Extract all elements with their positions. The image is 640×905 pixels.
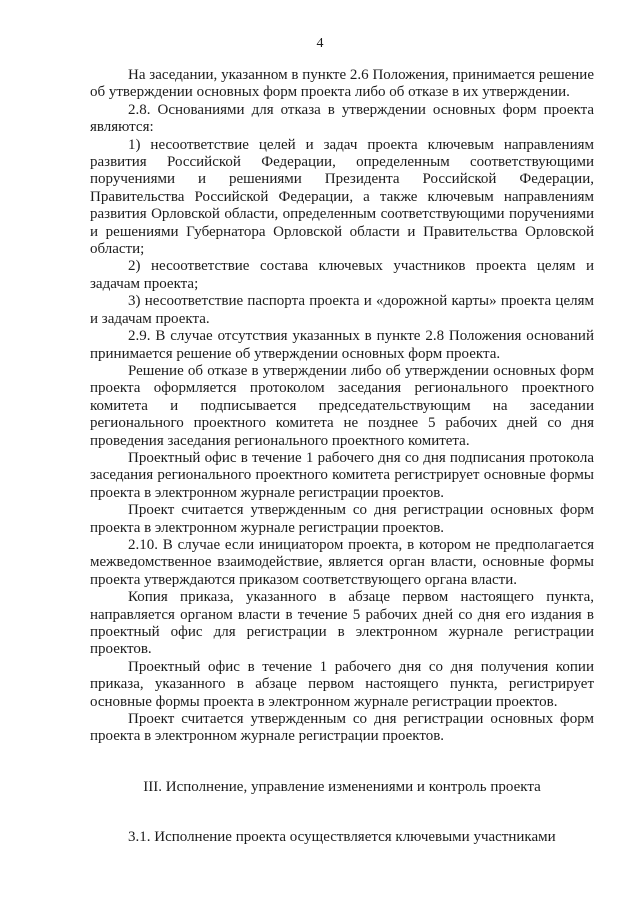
paragraph: Проект считается утвержденным со дня регистрации основных форм проекта в электронном журнале регистрации проектов. [90, 502, 594, 536]
paragraph: 3.1. Исполнение проекта осуществляется ключевыми участниками [128, 829, 556, 846]
paragraph: Решение об отказе в утверждении либо об утверждении основных форм проекта оформляется протоколом заседания регионального проектного комитета и подписывается председательствующим на заседании регионального проектного комитета не позднее 5 рабочих дней со дня проведения заседания регионального проектного комитета. [90, 362, 594, 449]
section-heading: III. Исполнение, управление изменениями и контроль проекта [143, 778, 541, 795]
paragraph: Копия приказа, указанного в абзаце первом настоящего пункта, направляется органом власти в течение 5 рабочих дней со дня его издания в проектный офис для регистрации в электронном журнале регистрации проектов. [90, 589, 594, 658]
paragraph: Проект считается утвержденным со дня регистрации основных форм проекта в электронном журнале регистрации проектов. [90, 711, 594, 745]
paragraph: Проектный офис в течение 1 рабочего дня со дня получения копии приказа, указанного в абзаце первом настоящего пункта, регистрирует основные формы проекта в электронном журнале регистрации проектов. [90, 658, 594, 710]
paragraph: 2.8. Основаниями для отказа в утверждении основных форм проекта являются: [90, 101, 594, 136]
paragraph: На заседании, указанном в пункте 2.6 Положения, принимается решение об утверждении основных форм проекта либо об отказе в их утверждении. [90, 67, 594, 101]
page-number: 4 [316, 36, 324, 51]
paragraph: 2) несоответствие состава ключевых участников проекта целям и задачам проекта; [90, 258, 594, 292]
paragraph: 3) несоответствие паспорта проекта и «дорожной карты» проекта целям и задачам проекта. [90, 293, 594, 327]
paragraph: 1) несоответствие целей и задач проекта ключевым направлениям развития Российской Федерации, определенным соответствующими поручениями и решениями Президента Российской Федерации, Правительства Российской Федерации, а также ключевым направлениям развития Орловской области, определенным соответствующими поручениями и решениями Губернатора Орловской области и Правительства Орловской области; [90, 136, 594, 258]
paragraph: 2.10. В случае если инициатором проекта, в котором не предполагается межведомственное взаимодействие, является орган власти, основные формы проекта утверждаются приказом соответствующего органа власти. [90, 536, 594, 588]
paragraph: Проектный офис в течение 1 рабочего дня со дня подписания протокола заседания регионального проектного комитета регистрирует основные формы проекта в электронном журнале регистрации проектов. [90, 449, 594, 501]
document-body [90, 67, 594, 847]
paragraph: 2.9. В случае отсутствия указанных в пункте 2.8 Положения оснований принимается решение об утверждении основных форм проекта. [90, 328, 594, 362]
